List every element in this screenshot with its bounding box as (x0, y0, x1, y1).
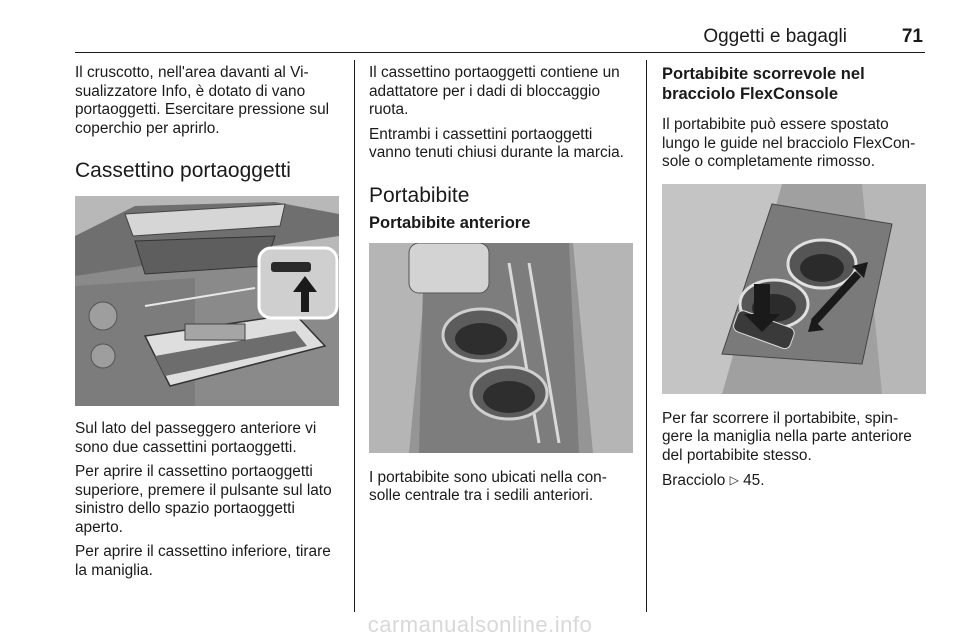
column-1 (75, 64, 343, 586)
flexconsole-cupholder-illustration (662, 184, 926, 394)
paragraph-cupholder-location: I portabibite sono ubicati nella con-solle centrale tra i sedili anteriori. (369, 468, 607, 504)
armrest-ref-text: Bracciolo (662, 472, 730, 489)
paragraph-adapter: Il cassettino portaoggetti contiene un adattatore per i dadi di bloccaggio ruota. (369, 64, 620, 118)
paragraph-armrest-ref (662, 471, 926, 491)
front-cupholder-illustration (369, 243, 633, 453)
paragraph-open-lower: Per aprire il cassettino inferiore, tirare la maniglia. (75, 543, 331, 579)
heading-flexconsole: Portabibite scorrevole nel bracciolo FlexConsole (662, 65, 865, 103)
column-divider-2 (646, 60, 647, 612)
column-2 (369, 64, 635, 512)
armrest-ref-page[interactable]: 45 (743, 472, 761, 489)
page-number: 71 (901, 26, 923, 47)
paragraph-open-upper: Per aprire il cassettino portaoggetti superiore, premere il pulsante sul lato sinistro dello spazio portaoggetti aperto. (75, 463, 332, 536)
heading-cassettino: Cassettino portaoggetti (75, 159, 291, 182)
section-title: Oggetti e bagagli (703, 26, 847, 47)
paragraph-two-glovebox: Sul lato del passeggero anteriore vi sono due cassettini portaoggetti. (75, 420, 317, 456)
paragraph-keep-closed: Entrambi i cassettini portaoggetti vanno tenuti chiusi durante la marcia. (369, 125, 624, 161)
armrest-ref-end: . (760, 472, 765, 489)
watermark: carmanualsonline.info (367, 612, 593, 637)
page-header (75, 26, 925, 52)
glovebox-illustration (75, 196, 339, 406)
header-rule (75, 52, 925, 53)
column-3 (662, 64, 926, 497)
paragraph-flexconsole-move: Il portabibite può essere spostato lungo le guide nel bracciolo FlexCon-sole o completamente rimosso. (662, 116, 916, 170)
heading-portabibite: Portabibite (369, 183, 470, 207)
column-divider-1 (354, 60, 355, 612)
paragraph-slide-instruction: Per far scorrere il portabibite, spin-gere la maniglia nella parte anteriore del portabibite stesso. (662, 409, 912, 464)
triangle-right-icon: ▷ (729, 473, 739, 487)
intro-paragraph: Il cruscotto, nell'area davanti al Vi-sualizzatore Info, è dotato di vano portaoggetti. Esercitare pressione sul coperchio per aprirlo. (75, 64, 330, 137)
heading-portabibite-anteriore: Portabibite anteriore (369, 213, 531, 232)
